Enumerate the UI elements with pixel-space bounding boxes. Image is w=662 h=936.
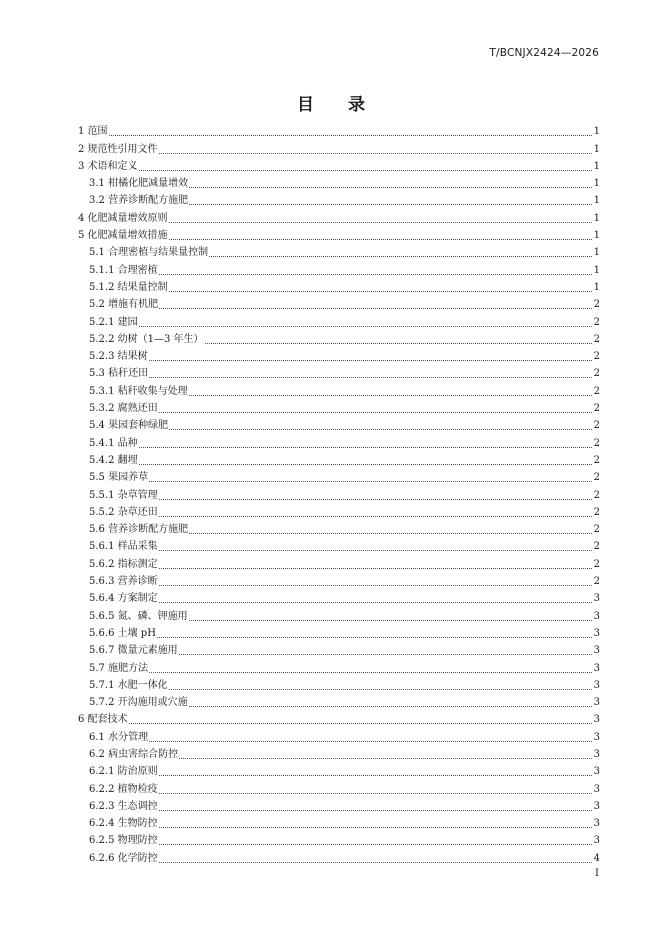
toc-entry-label: 4 化肥减量增效原则 (78, 212, 168, 224)
toc-entry-label: 6.2.5 物理防控 (89, 835, 158, 847)
toc-entry-label: 1 范围 (78, 126, 108, 138)
toc-entry-label: 5.5.1 杂草管理 (89, 489, 158, 501)
toc-entry-page: 2 (593, 299, 600, 311)
toc-entry-page: 1 (593, 126, 600, 138)
toc-entry[interactable] (78, 432, 600, 449)
toc-entry-page: 3 (593, 800, 600, 812)
toc-entry-page: 2 (593, 506, 600, 518)
toc-entry-page: 2 (593, 472, 600, 484)
toc-leader-dots (209, 255, 592, 257)
toc-entry-label: 5.6.1 样品采集 (89, 541, 158, 553)
toc-entry-label: 2 规范性引用文件 (78, 143, 158, 155)
toc-entry[interactable] (78, 813, 600, 830)
toc-entry[interactable] (78, 190, 600, 207)
toc-entry-page: 2 (593, 351, 600, 363)
toc-entry-page: 3 (593, 697, 600, 709)
toc-leader-dots (159, 601, 592, 603)
toc-leader-dots (189, 203, 592, 205)
toc-leader-dots (159, 826, 592, 828)
toc-entry[interactable] (78, 173, 600, 190)
toc-entry[interactable] (78, 692, 600, 709)
toc-entry[interactable] (78, 294, 600, 311)
toc-entry-label: 5.2.1 建园 (89, 316, 138, 328)
toc-entry[interactable] (78, 415, 600, 432)
toc-entry-page: 2 (593, 437, 600, 449)
toc-leader-dots (169, 238, 592, 240)
toc-entry-page: 3 (593, 731, 600, 743)
toc-entry-label: 5.7 施肥方法 (89, 662, 149, 674)
table-of-contents (78, 121, 600, 865)
toc-entry[interactable] (78, 675, 600, 692)
toc-entry-label: 5.6 营养诊断配方施肥 (89, 524, 189, 536)
toc-entry-page: 2 (593, 316, 600, 328)
toc-entry-label: 5.2.3 结果树 (89, 351, 148, 363)
toc-entry-page: 2 (593, 541, 600, 553)
toc-entry-label: 5.6.4 方案制定 (89, 593, 158, 605)
toc-entry[interactable] (78, 242, 600, 259)
toc-entry-page: 2 (593, 403, 600, 415)
toc-entry-page: 2 (593, 368, 600, 380)
toc-entry-label: 5.4.1 品种 (89, 437, 138, 449)
toc-entry-page: 3 (593, 679, 600, 691)
toc-entry[interactable] (78, 380, 600, 397)
toc-entry[interactable] (78, 138, 600, 155)
toc-entry-label: 5.1 合理密植与结果量控制 (89, 247, 209, 259)
toc-entry-page: 2 (593, 385, 600, 397)
toc-entry-page: 3 (593, 835, 600, 847)
toc-entry-label: 3 术语和定义 (78, 160, 138, 172)
toc-entry-label: 5.4 果园套种绿肥 (89, 420, 169, 432)
document-code: T/BCNJX2424—2026 (489, 47, 599, 59)
toc-entry-page: 1 (593, 230, 600, 242)
toc-entry[interactable] (78, 346, 600, 363)
toc-leader-dots (189, 394, 592, 396)
toc-entry-label: 6 配套技术 (78, 714, 128, 726)
toc-entry-label: 5.3.2 腐熟还田 (89, 403, 158, 415)
toc-leader-dots (159, 792, 592, 794)
toc-entry[interactable] (78, 467, 600, 484)
toc-leader-dots (157, 636, 592, 638)
toc-entry-page: 1 (593, 264, 600, 276)
toc-entry-page: 1 (593, 160, 600, 172)
toc-entry-label: 5.6.5 氮、磷、钾施用 (89, 610, 188, 622)
toc-entry-page: 1 (593, 247, 600, 259)
toc-entry-label: 6.2.4 生物防控 (89, 818, 158, 830)
toc-entry[interactable] (78, 657, 600, 674)
toc-entry[interactable] (78, 623, 600, 640)
toc-leader-dots (159, 809, 592, 811)
toc-leader-dots (169, 290, 592, 292)
toc-leader-dots (205, 342, 592, 344)
page-number: I (595, 868, 599, 879)
toc-leader-dots (169, 428, 592, 430)
toc-entry-label: 5.5 果园养草 (89, 472, 149, 484)
toc-leader-dots (159, 861, 592, 863)
toc-entry[interactable] (78, 363, 600, 380)
toc-entry-label: 6.2.1 防治原则 (89, 766, 158, 778)
toc-leader-dots (159, 273, 592, 275)
toc-entry-page: 3 (593, 593, 600, 605)
toc-leader-dots (159, 843, 592, 845)
toc-entry[interactable] (78, 484, 600, 501)
toc-entry-page: 3 (593, 662, 600, 674)
toc-entry[interactable] (78, 398, 600, 415)
toc-entry-label: 5.6.3 营养诊断 (89, 576, 158, 588)
toc-leader-dots (159, 498, 592, 500)
toc-leader-dots (149, 671, 592, 673)
toc-leader-dots (189, 186, 592, 188)
toc-leader-dots (129, 722, 592, 724)
toc-entry-label: 5.5.2 杂草还田 (89, 506, 158, 518)
toc-leader-dots (159, 584, 592, 586)
toc-entry-label: 6.2.2 植物检疫 (89, 783, 158, 795)
toc-entry-page: 1 (593, 281, 600, 293)
toc-entry[interactable] (78, 536, 600, 553)
toc-entry-label: 5.3 秸秆还田 (89, 368, 149, 380)
toc-entry[interactable] (78, 796, 600, 813)
toc-leader-dots (179, 757, 592, 759)
toc-entry[interactable] (78, 605, 600, 622)
toc-leader-dots (159, 567, 592, 569)
toc-leader-dots (169, 688, 592, 690)
toc-entry-label: 3.1 柑橘化肥减量增效 (89, 178, 189, 190)
toc-leader-dots (149, 359, 592, 361)
toc-entry[interactable] (78, 553, 600, 570)
toc-leader-dots (159, 515, 592, 517)
toc-entry[interactable] (78, 450, 600, 467)
toc-entry-page: 3 (593, 783, 600, 795)
toc-entry-page: 2 (593, 333, 600, 345)
toc-leader-dots (159, 307, 592, 309)
toc-leader-dots (179, 653, 592, 655)
toc-leader-dots (159, 549, 592, 551)
toc-entry-label: 5.4.2 翻埋 (89, 454, 138, 466)
toc-entry[interactable] (78, 519, 600, 536)
toc-entry-page: 3 (593, 714, 600, 726)
toc-entry-page: 3 (593, 627, 600, 639)
toc-entry[interactable] (78, 156, 600, 173)
toc-entry-label: 5.6.6 土壤 pH (89, 627, 156, 639)
toc-entry-label: 5.7.1 水肥一体化 (89, 679, 168, 691)
toc-leader-dots (139, 446, 592, 448)
toc-entry[interactable] (78, 311, 600, 328)
toc-entry[interactable] (78, 225, 600, 242)
toc-leader-dots (189, 619, 592, 621)
toc-entry[interactable] (78, 640, 600, 657)
toc-entry[interactable] (78, 761, 600, 778)
toc-leader-dots (139, 325, 592, 327)
toc-entry[interactable] (78, 830, 600, 847)
toc-entry-label: 5.6.7 微量元素施用 (89, 645, 178, 657)
toc-leader-dots (109, 134, 592, 136)
toc-entry-label: 5.2 增施有机肥 (89, 299, 159, 311)
toc-entry-page: 3 (593, 748, 600, 760)
toc-entry-label: 5.1.2 结果量控制 (89, 281, 168, 293)
toc-entry[interactable] (78, 329, 600, 346)
toc-entry[interactable] (78, 121, 600, 138)
toc-entry-label: 6.2 病虫害综合防控 (89, 748, 179, 760)
toc-entry[interactable] (78, 726, 600, 743)
toc-leader-dots (159, 152, 592, 154)
toc-leader-dots (189, 705, 592, 707)
toc-leader-dots (139, 463, 592, 465)
toc-entry-page: 3 (593, 610, 600, 622)
toc-entry-page: 2 (593, 558, 600, 570)
toc-entry[interactable] (78, 259, 600, 276)
page-title: 目 录 (297, 95, 379, 115)
toc-entry-label: 5.2.2 幼树（1—3 年生） (89, 333, 204, 345)
toc-entry-label: 5.7.2 开沟施用或穴施 (89, 697, 188, 709)
toc-entry-page: 3 (593, 645, 600, 657)
toc-entry[interactable] (78, 847, 600, 864)
toc-entry-page: 1 (593, 195, 600, 207)
toc-entry-label: 5.3.1 秸秆收集与处理 (89, 385, 188, 397)
toc-entry-page: 2 (593, 524, 600, 536)
toc-entry-page: 3 (593, 818, 600, 830)
toc-entry[interactable] (78, 207, 600, 224)
toc-entry-page: 2 (593, 489, 600, 501)
toc-entry-label: 6.2.6 化学防控 (89, 852, 158, 864)
toc-leader-dots (149, 376, 592, 378)
toc-entry-label: 3.2 营养诊断配方施肥 (89, 195, 189, 207)
toc-leader-dots (169, 221, 592, 223)
toc-entry-page: 3 (593, 766, 600, 778)
toc-entry[interactable] (78, 277, 600, 294)
toc-entry-page: 4 (593, 852, 600, 864)
toc-entry[interactable] (78, 502, 600, 519)
toc-entry-page: 2 (593, 454, 600, 466)
toc-entry[interactable] (78, 709, 600, 726)
toc-leader-dots (189, 532, 592, 534)
toc-entry[interactable] (78, 588, 600, 605)
toc-leader-dots (139, 169, 592, 171)
toc-leader-dots (159, 411, 592, 413)
toc-entry-page: 2 (593, 576, 600, 588)
toc-entry-page: 2 (593, 420, 600, 432)
toc-leader-dots (149, 480, 592, 482)
toc-entry-label: 5 化肥减量增效措施 (78, 230, 168, 242)
toc-entry-label: 6.1 水分管理 (89, 731, 149, 743)
toc-entry-page: 1 (593, 178, 600, 190)
toc-entry[interactable] (78, 571, 600, 588)
toc-entry-label: 6.2.3 生态调控 (89, 800, 158, 812)
toc-entry[interactable] (78, 744, 600, 761)
toc-entry-label: 5.1.1 合理密植 (89, 264, 158, 276)
toc-entry-page: 1 (593, 212, 600, 224)
toc-leader-dots (149, 740, 592, 742)
toc-entry-label: 5.6.2 指标测定 (89, 558, 158, 570)
toc-entry[interactable] (78, 778, 600, 795)
toc-entry-page: 1 (593, 143, 600, 155)
toc-leader-dots (159, 774, 592, 776)
